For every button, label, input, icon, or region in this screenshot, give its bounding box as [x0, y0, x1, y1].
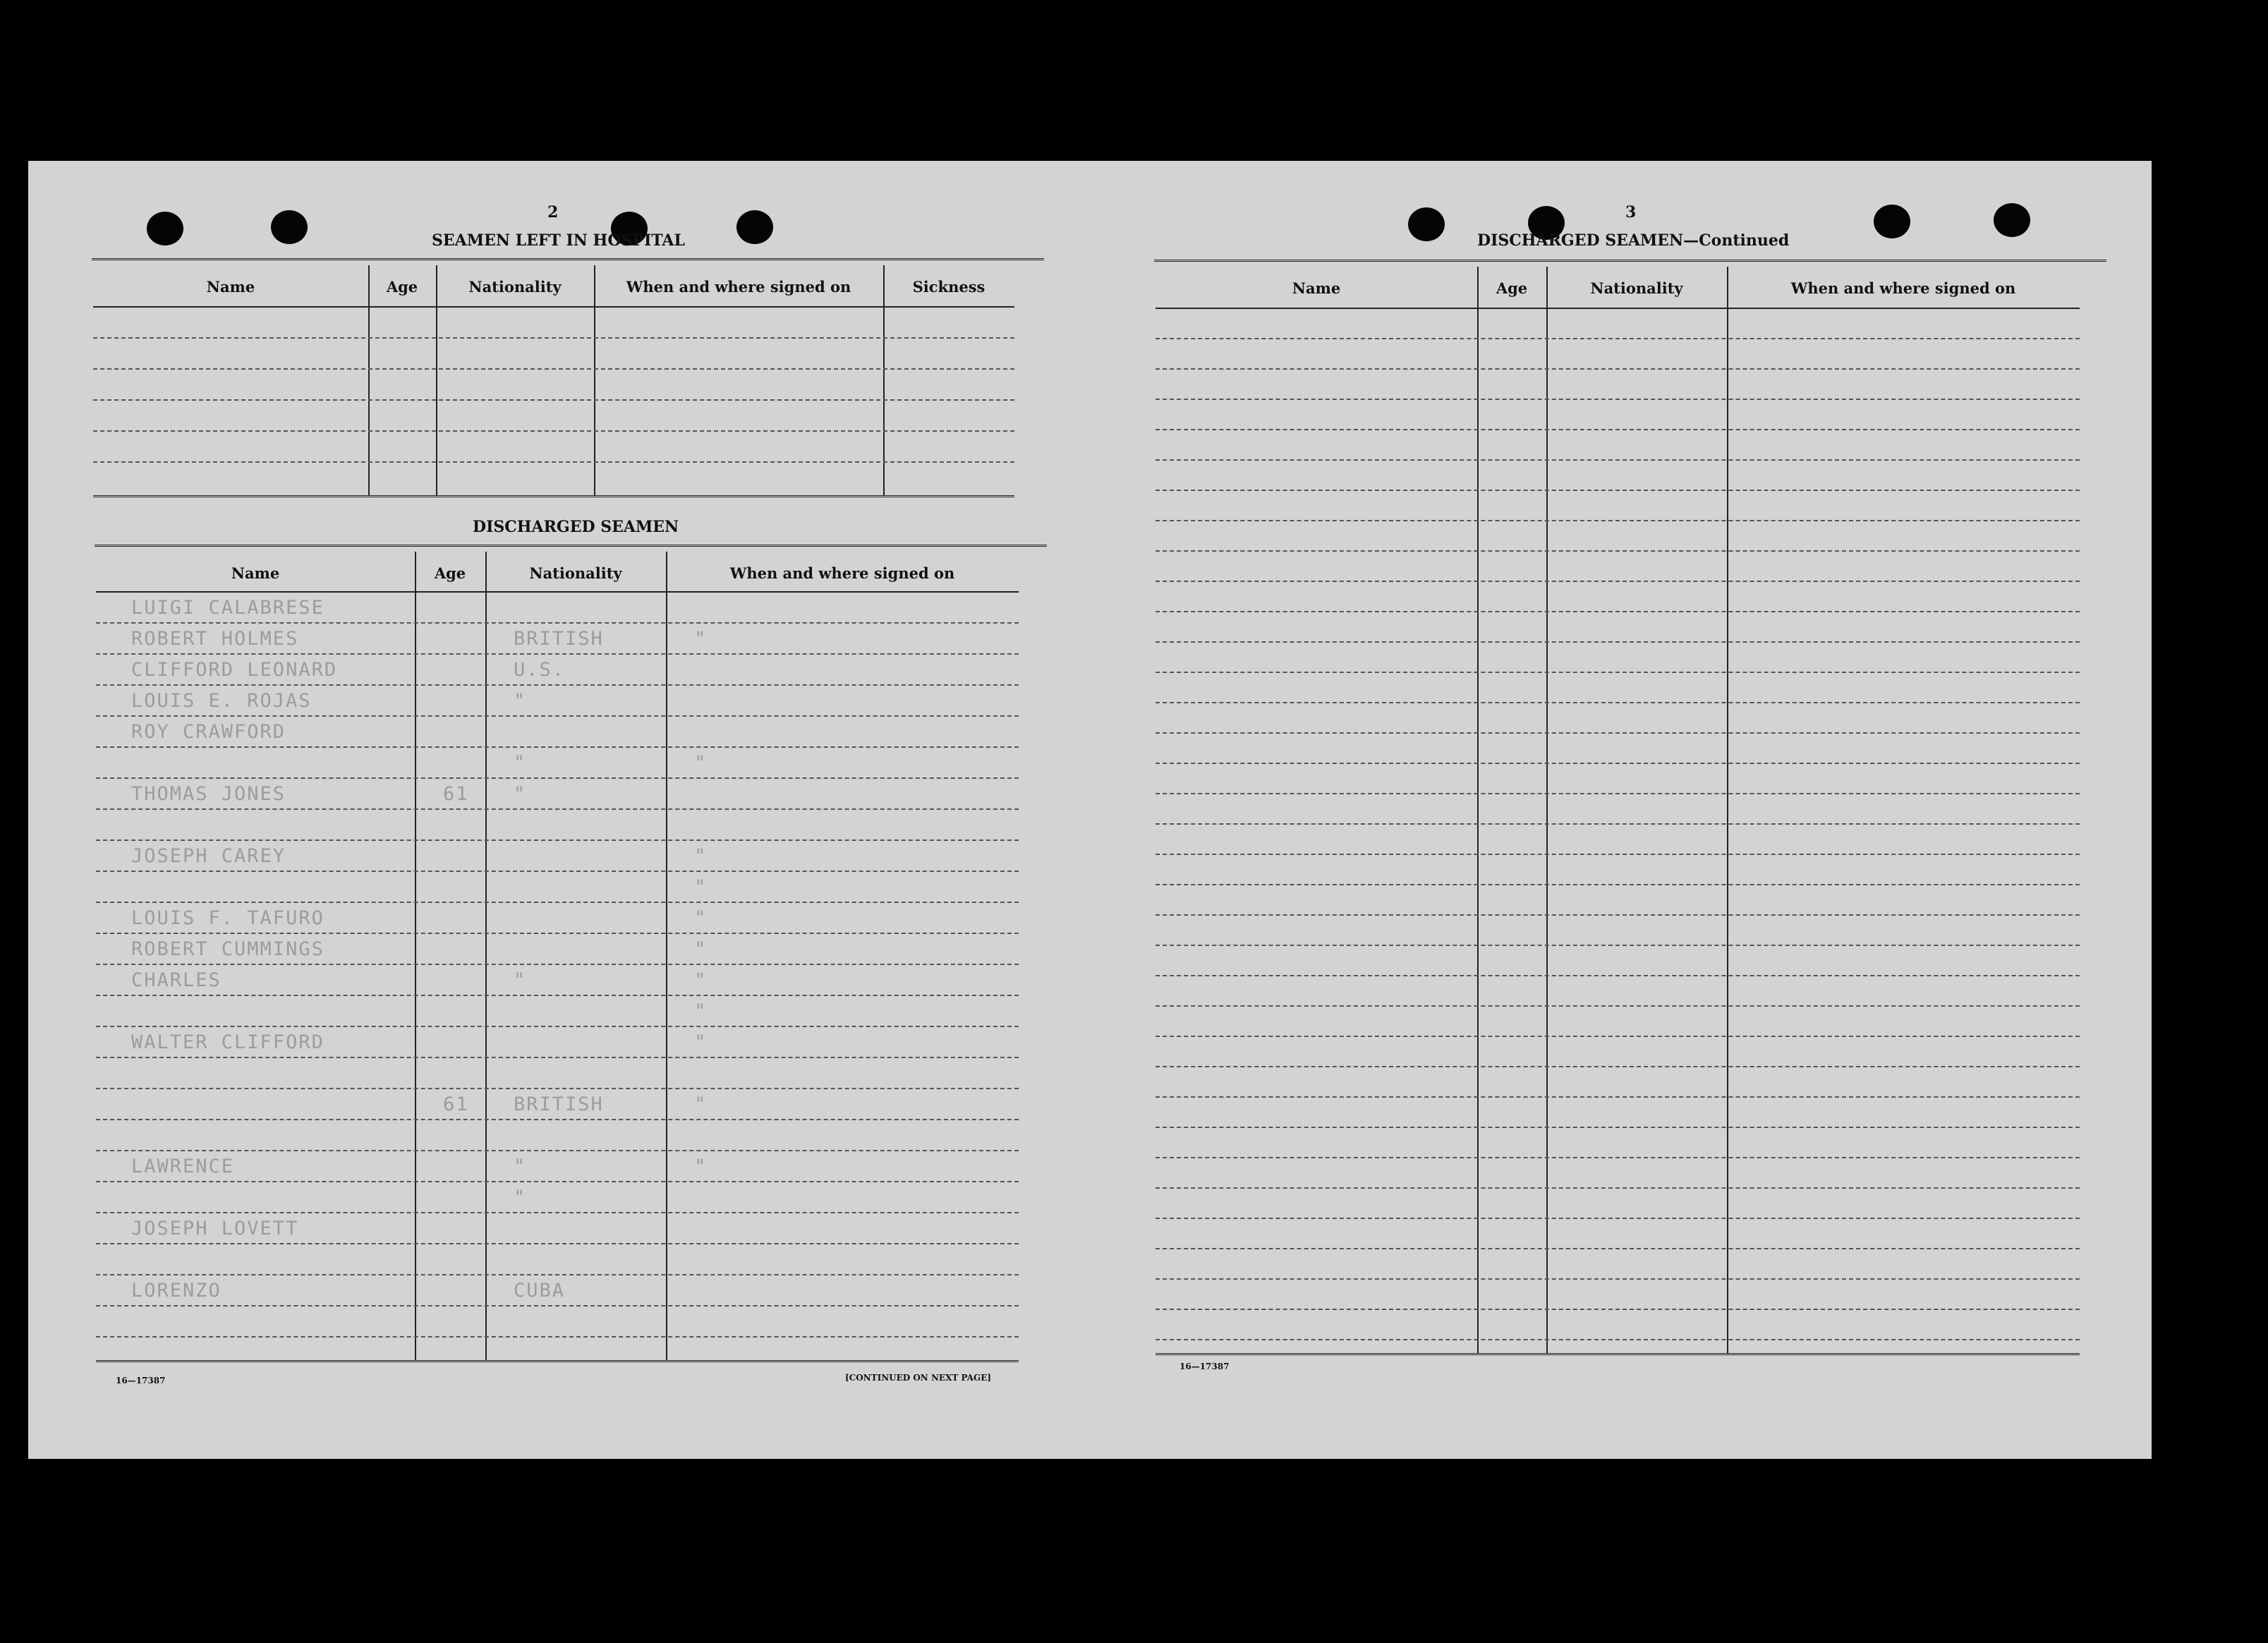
row-line: [1156, 611, 2080, 612]
row-line: [1156, 914, 2080, 916]
table-cell-name: THOMAS JONES: [131, 783, 286, 805]
row-line: [96, 1181, 1019, 1182]
row-line: [96, 964, 1019, 965]
table-cell-signed-on: ": [694, 845, 708, 867]
table-cell-name: ROBERT CUMMINGS: [131, 938, 325, 960]
row-line: [96, 1212, 1019, 1213]
column-divider: [485, 552, 487, 1360]
row-line: [96, 777, 1019, 779]
table-cell-name: LORENZO: [131, 1280, 222, 1302]
table-cell-nationality: ": [514, 752, 527, 774]
row-line: [1156, 1127, 2080, 1128]
table-cell-signed-on: ": [694, 969, 708, 991]
row-line: [96, 1057, 1019, 1058]
column-header: When and where signed on: [1790, 279, 2016, 297]
row-line: [96, 871, 1019, 872]
table-cell-signed-on: ": [694, 907, 708, 929]
row-line: [1156, 399, 2080, 400]
row-line: [1156, 1278, 2080, 1280]
table-cell-age: 61: [443, 783, 469, 805]
table-cell-signed-on: ": [694, 938, 708, 960]
row-line: [1156, 1309, 2080, 1310]
table-cell-name: ROBERT HOLMES: [131, 628, 299, 650]
left-page-number: 2: [547, 203, 559, 222]
row-line: [1156, 1036, 2080, 1037]
row-line: [1156, 1248, 2080, 1249]
table-cell-nationality: ": [514, 1187, 527, 1208]
row-line: [96, 653, 1019, 655]
table-cell-name: JOSEPH LOVETT: [131, 1218, 299, 1239]
row-line: [1156, 1005, 2080, 1007]
column-header: Sickness: [912, 278, 986, 296]
row-line: [1156, 338, 2080, 339]
row-line: [1156, 490, 2080, 491]
discharged-table-top-rule: [95, 545, 1047, 549]
row-line: [93, 461, 1014, 463]
column-header: Name: [206, 278, 255, 296]
left-form-number: 16—17387: [116, 1376, 166, 1386]
discharged-section-title: DISCHARGED SEAMEN: [473, 518, 679, 536]
row-line: [1156, 763, 2080, 764]
table-cell-nationality: ": [514, 969, 527, 991]
row-line: [1156, 793, 2080, 794]
row-line: [96, 839, 1019, 841]
row-line: [1156, 1157, 2080, 1158]
table-cell-nationality: BRITISH: [514, 1093, 604, 1115]
table-cell-signed-on: ": [694, 1156, 708, 1177]
column-divider: [415, 552, 416, 1360]
row-line: [96, 933, 1019, 934]
header-rule: [1156, 308, 2080, 309]
table-cell-name: CHARLES: [131, 969, 222, 991]
row-line: [1156, 581, 2080, 582]
table-bottom-rule: [96, 1360, 1019, 1364]
row-line: [96, 684, 1019, 686]
right-page-number: 3: [1625, 203, 1637, 222]
row-line: [93, 368, 1014, 370]
table-cell-name: LOUIS E. ROJAS: [131, 690, 312, 712]
header-rule: [96, 591, 1019, 593]
table-cell-name: WALTER CLIFFORD: [131, 1031, 325, 1053]
table-cell-nationality: BRITISH: [514, 628, 604, 650]
row-line: [1156, 975, 2080, 976]
document-sheet: [28, 161, 2152, 1459]
table-cell-signed-on: ": [694, 1000, 708, 1022]
table-cell-signed-on: ": [694, 1093, 708, 1115]
right-section-title: [1477, 231, 1789, 250]
column-header: Name: [231, 564, 280, 582]
table-bottom-rule: [93, 495, 1014, 499]
table-cell-age: 61: [443, 1093, 469, 1115]
table-cell-name: JOSEPH CAREY: [131, 845, 286, 867]
punch-hole: [147, 212, 183, 245]
row-line: [1156, 641, 2080, 643]
row-line: [1156, 945, 2080, 946]
hospital-section-title: SEAMEN LEFT IN HOSPITAL: [432, 231, 685, 250]
row-line: [96, 715, 1019, 717]
row-line: [1156, 1066, 2080, 1067]
table-cell-name: CLIFFORD LEONARD: [131, 659, 338, 681]
column-header: Nationality: [529, 564, 622, 582]
row-line: [1156, 1096, 2080, 1098]
table-cell-name: LAWRENCE: [131, 1156, 235, 1177]
header-rule: [93, 306, 1014, 308]
table-cell-name: ROY CRAWFORD: [131, 721, 286, 743]
table-cell-nationality: U.S.: [514, 659, 566, 681]
column-header: Nationality: [468, 278, 562, 296]
row-line: [1156, 732, 2080, 734]
right-title-main: DISCHARGED SEAMEN: [1477, 231, 1684, 250]
table-cell-nationality: CUBA: [514, 1280, 566, 1302]
row-line: [1156, 1187, 2080, 1189]
table-cell-name: LOUIS F. TAFURO: [131, 907, 325, 929]
row-line: [96, 902, 1019, 903]
column-header: When and where signed on: [626, 278, 851, 296]
table-cell-nationality: ": [514, 690, 527, 712]
row-line: [96, 622, 1019, 624]
punch-hole: [1994, 203, 2030, 237]
row-line: [1156, 550, 2080, 552]
hospital-table-top-rule: [92, 258, 1044, 262]
column-header: Age: [1496, 279, 1528, 297]
row-line: [96, 995, 1019, 996]
table-cell-nationality: ": [514, 1156, 527, 1177]
row-line: [96, 1150, 1019, 1151]
table-cell-nationality: ": [514, 783, 527, 805]
row-line: [1156, 1339, 2080, 1340]
column-header: Age: [386, 278, 418, 296]
row-line: [1156, 823, 2080, 825]
column-header: Nationality: [1590, 279, 1683, 297]
row-line: [96, 1119, 1019, 1120]
row-line: [1156, 520, 2080, 521]
row-line: [1156, 672, 2080, 673]
right-table-top-rule: [1154, 260, 2106, 264]
row-line: [96, 1026, 1019, 1027]
row-line: [96, 1243, 1019, 1244]
punch-hole: [736, 210, 773, 244]
row-line: [96, 1336, 1019, 1338]
table-cell-signed-on: ": [694, 1031, 708, 1053]
row-line: [96, 1088, 1019, 1089]
punch-hole: [1408, 207, 1445, 241]
right-form-number: 16—17387: [1180, 1362, 1230, 1371]
punch-hole: [271, 210, 308, 244]
row-line: [96, 746, 1019, 748]
table-cell-signed-on: ": [694, 876, 708, 898]
table-cell-signed-on: ": [694, 752, 708, 774]
table-cell-signed-on: ": [694, 628, 708, 650]
column-divider: [666, 552, 667, 1360]
row-line: [96, 1274, 1019, 1275]
row-line: [1156, 1218, 2080, 1219]
right-title-suffix: —Continued: [1683, 231, 1790, 250]
row-line: [1156, 702, 2080, 703]
punch-hole: [1874, 205, 1910, 238]
column-header: Age: [434, 564, 466, 582]
row-line: [93, 399, 1014, 401]
table-bottom-rule: [1156, 1353, 2080, 1357]
row-line: [96, 808, 1019, 810]
table-cell-name: LUIGI CALABRESE: [131, 597, 325, 619]
row-line: [1156, 429, 2080, 430]
column-header: When and where signed on: [729, 564, 955, 582]
row-line: [1156, 854, 2080, 855]
row-line: [96, 1305, 1019, 1306]
row-line: [93, 337, 1014, 339]
continued-note: [CONTINUED ON NEXT PAGE]: [845, 1373, 992, 1383]
row-line: [1156, 884, 2080, 885]
column-header: Name: [1292, 279, 1341, 297]
row-line: [93, 430, 1014, 432]
row-line: [1156, 459, 2080, 461]
row-line: [1156, 368, 2080, 370]
